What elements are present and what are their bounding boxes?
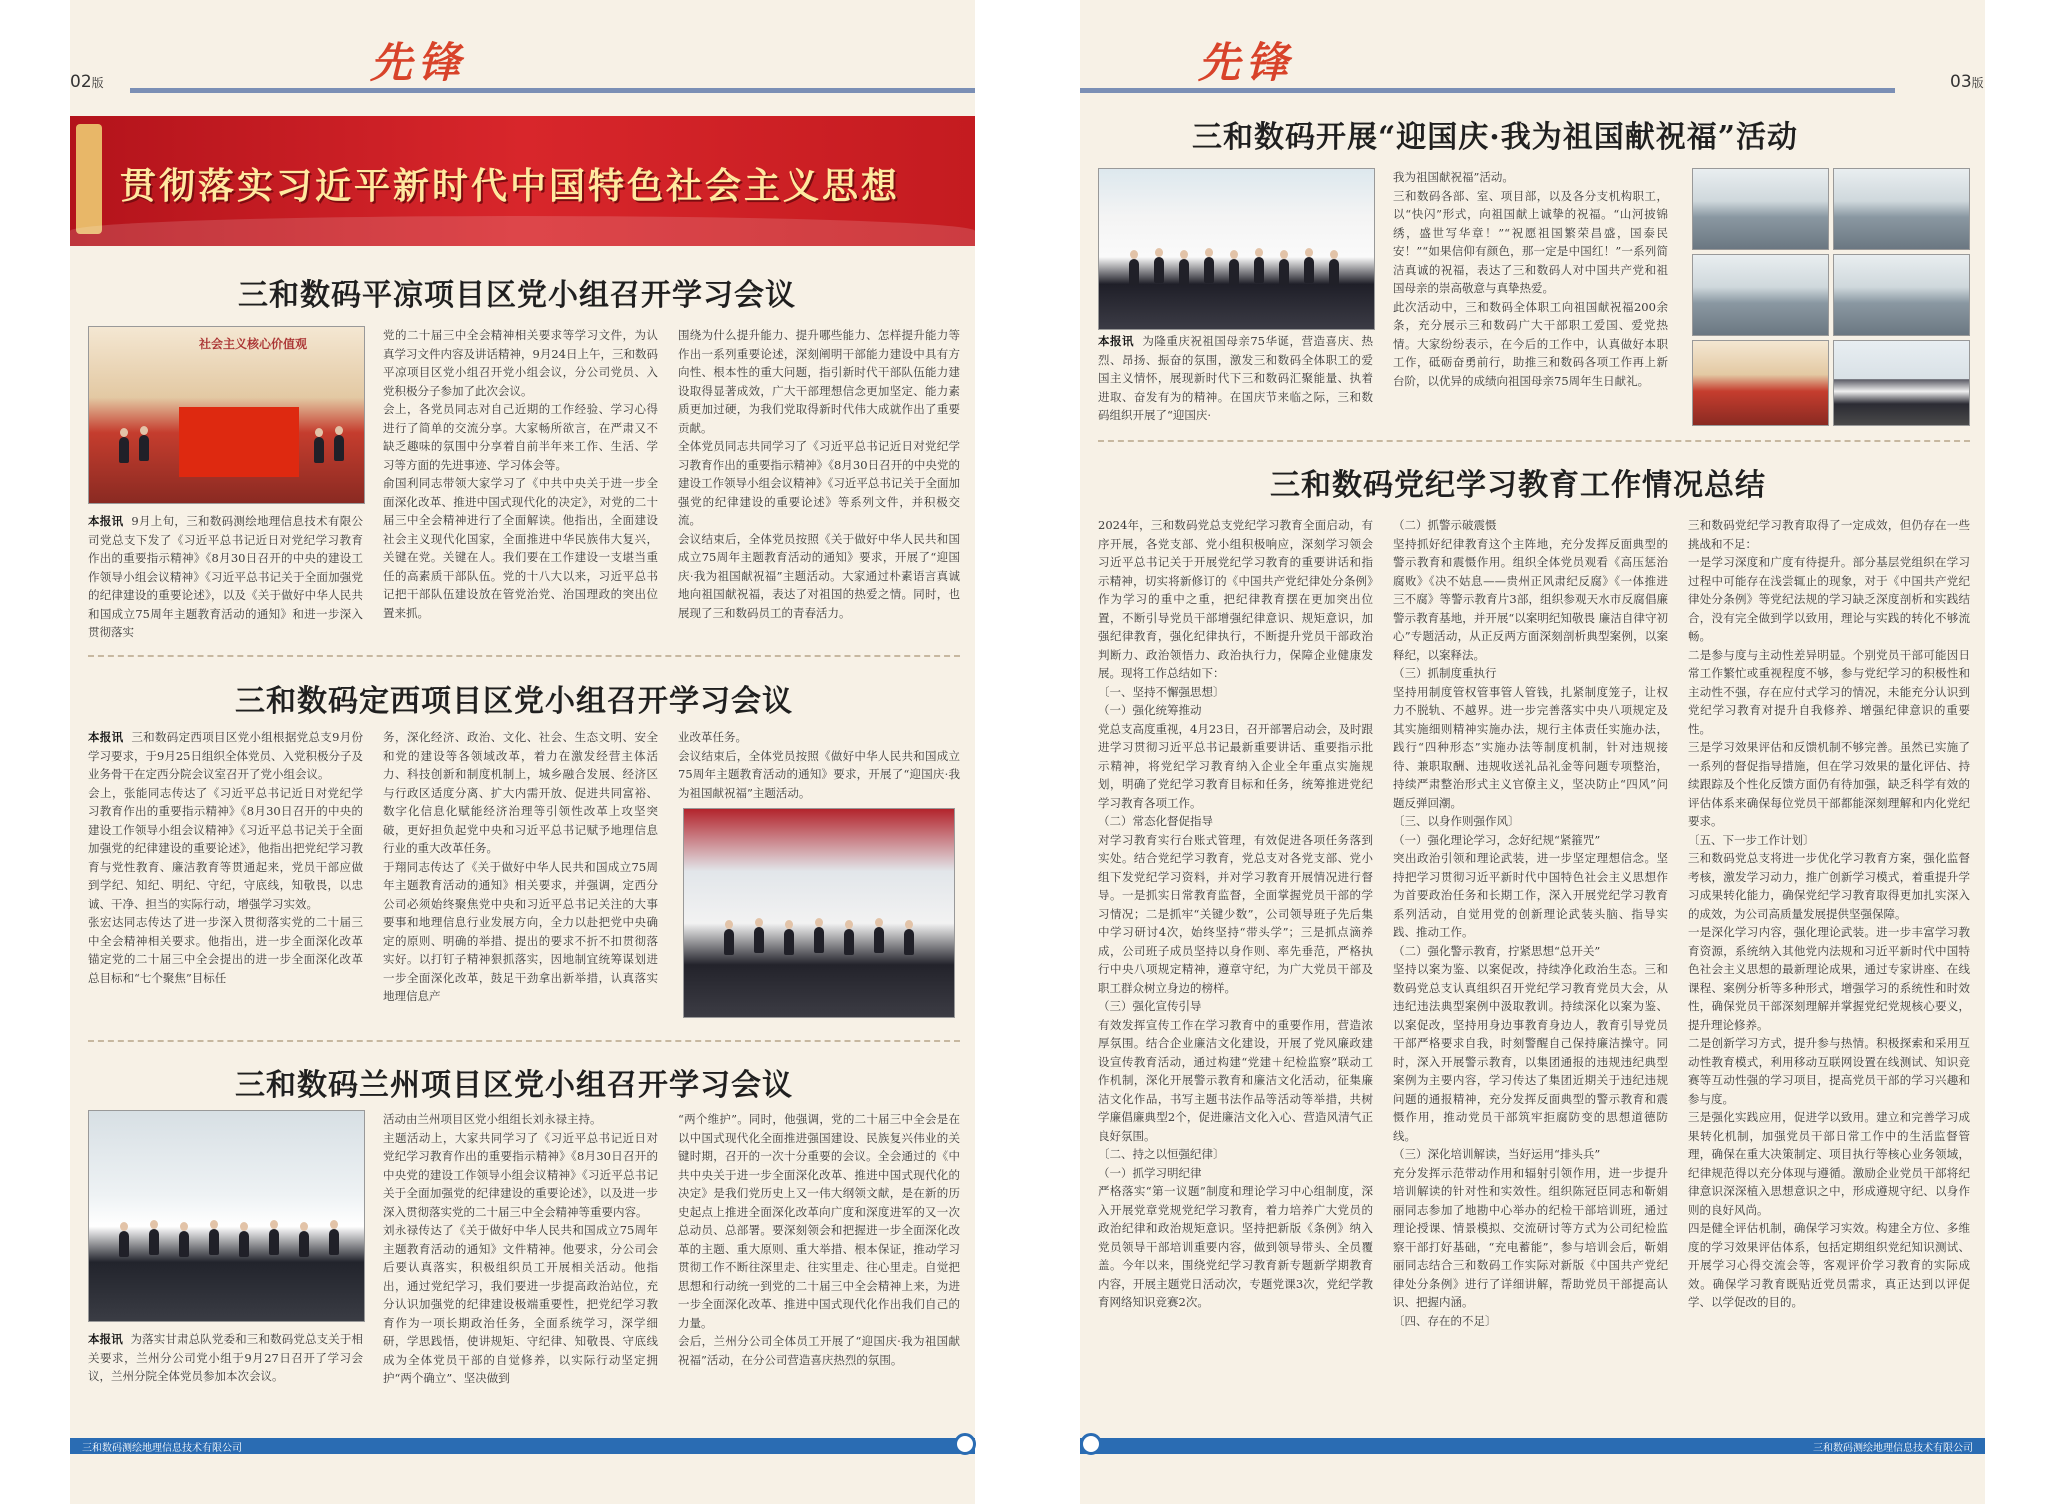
footer-bar-right bbox=[1080, 1438, 1985, 1454]
page-number-right: 03版 bbox=[1950, 72, 1984, 92]
discipline-body-col3: 三和数码党纪学习教育取得了一定成效，但仍存在一些挑战和不足： 一是学习深度和广度有待提升。部分基层党组织在学习过程中可能存在浅尝辄止的现象，对于《中国共产党纪律处分条例》等党纪法规的学习缺乏深度剖析和实践结合，没有完全做到学以致用，理论与实践的转化不够流畅。 二是参与度与主动性差异明显。个别党员干部可能因日常工作繁忙或重视程度不够，参与党纪学习的积极性和主动性不强，存在应付式学习的情况，未能充分认识到党纪学习教育对提升自我修养、增强纪律意识的重要性。 三是学习效果评估和反馈机制不够完善。虽然已实施了一系列的督促指导措施，但在学习效果的量化评估、持续跟踪及个性化反馈方面仍有待加强，缺乏科学有效的评估体系来确保每位党员干部都能深刻理解和内化党纪要求。 〔五、下一步工作计划〕 三和数码党总支将进一步优化学习教育方案，强化监督考核，激发学习动力，推广创新学习模式，着重提升学习成果转化能力，确保党纪学习教育取得更加扎实深入的成效，为公司高质量发展提供坚强保障。 一是深化学习内容，强化理论武装。进一步丰富学习教育资源，系统纳入其他党内法规和习近平新时代中国特色社会主义思想的最新理论成果，通过专家讲座、在线课程、案例分析等多种形式，增强学习的系统性和时效性，确保党员干部深刻理解并掌握党纪党规核心要义，提升理论修养。 二是创新学习方式，提升参与热情。积极探索和采用互动性教育模式，利用移动互联网设置在线测试、知识竞赛等互动性强的学习项目，提高党员干部的学习兴趣和参与度。 三是强化实践应用，促进学以致用。建立和完善学习成果转化机制，加强党员干部日常工作中的生活监督管理，确保在重大决策制定、项目执行等核心业务领域，纪律规范得以充分体现与遵循。激励企业党员干部将纪律意识深深植入思想意识之中，形成遵规守纪、以身作则的良好风尚。 四是健全评估机制，确保学习实效。构建全方位、多维度的学习效果评估体系，包括定期组织党纪知识测试、开展学习心得交流会等，客观评价学习教育的实际成效。确保学习教育既贴近党员需求，真正达到以评促学、以学促改的目的。 bbox=[1688, 518, 1970, 1309]
footer-bar-left bbox=[70, 1438, 975, 1454]
lanzhou-caption: 本报讯 为落实甘肃总队党委和三和数码党总支关于相关要求，兰州分公司党小组于9月27日召开了学习会议，兰州分院全体党员参加本次会议。 bbox=[88, 1332, 363, 1383]
discipline-body-col2: （二）抓警示破震慑 坚持抓好纪律教育这个主阵地，充分发挥反面典型的警示教育和震慑作用。组织全体党员观看《高压惩治腐败》《决不姑息——贵州正风肃纪反腐》《一体推进三不腐》等警示教育片3部，组织参观天水市反腐倡廉警示教育基地，并开展“以案明纪知敬畏 廉洁自律守初心”专题活动，从正反两方面深刻剖析典型案例，以案释纪，以案释法。 （三）抓制度重执行 坚持用制度管权管事管人管钱，扎紧制度笼子，让权力不脱轨、不越界。进一步完善落实中央八项规定及其实施细则精神实施办法，规行主体责任实施办法，践行“四种形态”实施办法等制度机制，针对违规接待、兼职取酬、违规收送礼品礼金等问题专项整治，持续严肃整治形式主义官僚主义，坚决防止“四风”问题反弹回潮。 〔三、以身作则强作风〕 （一）强化理论学习，念好纪规“紧箍咒” 突出政治引领和理论武装，进一步坚定理想信念。坚持把学习贯彻习近平新时代中国特色社会主义思想作为首要政治任务和长期工作，深入开展党纪学习教育系列活动，自觉用党的创新理论武装头脑、指导实践、推动工作。 （二）强化警示教育，拧紧思想“总开关” 坚持以案为鉴、以案促改，持续净化政治生态。三和数码党总支认真组织召开党纪学习教育党员大会，从违纪违法典型案例中汲取教训。持续深化以案为鉴、以案促改，坚持用身边事教育身边人，教育引导党员干部严格要求自我，时刻警醒自己保持廉洁操守。同时，深入开展警示教育，以集团通报的违规违纪典型案例为主要内容，学习传达了集团近期关于违纪违规问题的通报精神，充分发挥反面典型的警示教育和震慑作用，推动党员干部筑牢拒腐防变的思想道德防线。 （三）深化培训解读，当好运用“排头兵” 充分发挥示范带动作用和辐射引领作用，进一步提升培训解读的针对性和实效性。组织陈冠臣同志和靳娟丽同志参加了地勘中心举办的纪检干部培训班，通过理论授课、情景模拟、交流研讨等方式为公司纪检监察干部打好基础，“充电蓄能”，参与培训会后，靳娟丽同志结合三和数码工作实际对新版《中国共产党纪律处分条例》进行了详细讲解，帮助党员干部提高认识、把握内涵。 〔四、存在的不足〕 bbox=[1393, 518, 1668, 1328]
article-dingxi-title: 三和数码定西项目区党小组召开学习会议 bbox=[235, 684, 793, 719]
collage-photo-5 bbox=[1692, 340, 1829, 426]
masthead-rule-right bbox=[1080, 88, 1895, 93]
national-flag-icon bbox=[179, 407, 299, 477]
article-discipline-title: 三和数码党纪学习教育工作情况总结 bbox=[1270, 468, 1766, 503]
footer-circle-icon bbox=[1080, 1433, 1102, 1455]
collage-photo-1 bbox=[1692, 168, 1829, 250]
discipline-body-col1: 2024年，三和数码党总支党纪学习教育全面启动，有序开展，各党支部、党小组积极响应，深刻学习领会习近平总书记关于开展党纪学习教育的重要讲话和指示精神，切实将新修订的《中国共产党纪律处分条例》作为学习的重中之重，把纪律教育摆在更加突出位置，不断引导党员干部增强纪律意识、规矩意识，加强纪律教育，强化纪律执行，不断提升党员干部政治判断力、政治领悟力、政治执行力，保障企业健康发展。现将工作总结如下： 〔一、坚持不懈强思想〕 （一）强化统筹推动 党总支高度重视，4月23日，召开部署启动会，及时跟进学习贯彻习近平总书记最新重要讲话、重要指示批示精神，将党纪学习教育纳入企业全年重点实施规划，明确了党纪学习教育目标和任务，统筹推进党纪学习教育各项工作。 （二）常态化督促指导 对学习教育实行台账式管理，有效促进各项任务落到实处。结合党纪学习教育，党总支对各党支部、党小组下发党纪学习资料，并对学习教育开展情况进行督导。一是抓实日常教育监督，全面掌握党员干部的学习情况；二是抓牢“关键少数”，公司领导班子先后集中学习研讨4次，始终坚持“带头学”；三是抓点滴养成，公司班子成员坚持以身作则、率先垂范，严格执行中央八项规定精神，遵章守纪，为广大党员干部及职工群众树立身边的榜样。 （三）强化宣传引导 有效发挥宣传工作在学习教育中的重要作用，营造浓厚氛围。结合企业廉洁文化建设，开展了党风廉政建设宣传教育活动，通过构建“党建＋纪检监察”联动工作机制，深化开展警示教育和廉洁文化活动，征集廉洁文化作品，书写主题书法作品等活动等举措，共树学廉倡廉典型2个，促进廉洁文化入心、营造风清气正良好氛围。 〔二、持之以恒强纪律〕 （一）抓学习明纪律 严格落实“第一议题”制度和理论学习中心组制度，深入开展党章党规党纪学习教育，着力培养广大党员的政治纪律和政治规矩意识。坚持把新版《条例》纳入党员领导干部培训重要内容，做到领导带头、全员覆盖。今年以来，围绕党纪学习教育新专题新学期教育内容，开展主题党日活动次，专题党课3次，党纪学教育网络知识竞赛2次。 bbox=[1098, 518, 1373, 1309]
article-national-day-title: 三和数码开展“迎国庆·我为祖国献祝福”活动 bbox=[1192, 120, 1798, 155]
theme-banner bbox=[70, 116, 975, 246]
article-lanzhou-title: 三和数码兰州项目区党小组召开学习会议 bbox=[235, 1068, 793, 1103]
right-page bbox=[1080, 0, 1985, 1504]
masthead-rule-left bbox=[130, 88, 975, 93]
banner-title: 贯彻落实习近平新时代中国特色社会主义思想 bbox=[120, 166, 901, 207]
dingxi-body-col1: 本报讯 三和数码定西项目区党小组根据党总支9月份学习要求，于9月25日组织全体党员、入党积极分子及业务骨干在定西分院会议室召开了党小组会议。 会上，张能同志传达了《习近平总书记近日对党纪学习教育作出的重要指示精神》《8月30日召开的中央的建设工作领导小组会议精神》《习近平总书记关于全面加强党的纪律建设的重要论述》，他指出把党纪学习教育与党性教育、廉洁教育等贯通起来，党员干部应做到学纪、知纪、明纪、守纪，守底线，知敬畏，以忠诚、干净、担当的实际行动，增强学习实效。 张宏达同志传达了进一步深入贯彻落实党的二十届三中全会精神相关要求。他指出，进一步全面深化改革锚定党的二十届三中全会提出的进一步全面深化改革总目标和“七个聚焦”目标任 bbox=[88, 730, 363, 985]
dingxi-body-col3: 业改革任务。 会议结束后，全体党员按照《做好中华人民共和国成立75周年主题教育活动的通知》要求，开展了“迎国庆·我为祖国献祝福”主题活动。 bbox=[678, 730, 960, 800]
pingliang-group-photo bbox=[88, 326, 365, 504]
page-number-left: 02版 bbox=[70, 72, 104, 92]
pingliang-caption: 本报讯 9月上旬，三和数码测绘地理信息技术有限公司党总支下发了《习近平总书记近日对党纪学习教育作出的重要指示精神》《8月30日召开的中央的建设工作领导小组会议精神》《习近平总书记关于全面加强党的纪律建设的重要论述》，以及《关于做好中华人民共和国成立75周年主题教育活动的通知》和进一步深入贯彻落实 bbox=[88, 514, 363, 639]
footer-company-right: 三和数码测绘地理信息技术有限公司 bbox=[1813, 1443, 1973, 1454]
lanzhou-group-photo bbox=[88, 1110, 365, 1322]
collage-photo-4 bbox=[1833, 254, 1970, 336]
article-pingliang-title: 三和数码平凉项目区党小组召开学习会议 bbox=[238, 278, 796, 313]
masthead-logo-right: 先锋 bbox=[1198, 38, 1295, 87]
collage-photo-6 bbox=[1833, 340, 1970, 426]
left-page bbox=[70, 0, 975, 1504]
pingliang-body-col3: 围绕为什么提升能力、提升哪些能力、怎样提升能力等作出一系列重要论述，深刻阐明干部能力建设中具有方向性、根本性的重大问题，指引新时代干部队伍能力建设取得显著成效，广大干部理想信念更加坚定、能力素质更加过硬，为我们党取得新时代伟大成就作出了重要贡献。 全体党员同志共同学习了《习近平总书记近日对党纪学习教育作出的重要指示精神》《8月30日召开的中央党的建设工作领导小组会议精神》《习近平总书记关于全面加强党的纪律建设的重要论述》等系列文件，并积极交流。 会议结束后，全体党员按照《关于做好中华人民共和国成立75周年主题教育活动的通知》要求，开展了“迎国庆·我为祖国献祝福”主题活动。大家通过朴素语言真诚地向祖国献祝福，表达了对祖国的热爱之情。同时，也展现了三和数码员工的青春活力。 bbox=[678, 328, 960, 620]
section-divider bbox=[1098, 440, 1970, 442]
masthead-logo-left: 先锋 bbox=[370, 38, 467, 87]
footer-circle-icon bbox=[954, 1433, 976, 1455]
national-day-group-photo bbox=[1098, 168, 1375, 330]
pingliang-body-col2: 党的二十届三中全会精神相关要求等学习文件，为认真学习文件内容及讲话精神，9月24日上午，三和数码平凉项目区党小组召开党小组会议，分公司党员、入党积极分子参加了此次会议。 会上，各党员同志对自己近期的工作经验、学习心得进行了简单的交流分享。大家畅所欲言，在严肃又不缺乏趣味的氛围中分享着自前半年来工作、生活、学习等方面的先进事迹、学习体会等。 俞国利同志带领大家学习了《中共中央关于进一步全面深化改革、推进中国式现代化的决定》，对党的二十届三中全会精神进行了全面解读。他指出，全面建设社会主义现代化国家，全面推进中华民族伟大复兴，关键在党。关键在人。我们要在工作建设一支堪当重任的高素质干部队伍。党的十八大以来，习近平总书记把干部队伍建设放在管党治党、治国理政的突出位置来抓。 bbox=[383, 328, 658, 620]
photo-wall-label: 社会主义核心价值观 bbox=[199, 337, 308, 351]
section-divider bbox=[88, 655, 960, 657]
lanzhou-body-col3: “两个维护”。同时，他强调，党的二十届三中全会是在以中国式现代化全面推进强国建设、民族复兴伟业的关键时期，召开的一次十分重要的会议。全会通过的《中共中央关于进一步全面深化改革、推进中国式现代化的决定》是我们党历史上又一伟大纲领文献，是在新的历史起点上推进全面深化改革向广度和深度进军的又一次总动员、总部署。要深刻领会和把握进一步全面深化改革的主题、重大原则、重大举措、根本保证，推动学习贯彻工作不断往深里走、往实里走、往心里走。自觉把思想和行动统一到党的二十届三中全会精神上来，为进一步全面深化改革、推进中国式现代化作出我们自己的力量。 会后，兰州分公司全体员工开展了“迎国庆·我为祖国献祝福”活动，在分公司营造喜庆热烈的氛围。 bbox=[678, 1112, 960, 1367]
dingxi-group-photo bbox=[683, 808, 955, 1018]
national-day-caption: 本报讯 为隆重庆祝祖国母亲75华诞，营造喜庆、热烈、昂扬、振奋的氛围，激发三和数码全体职工的爱国主义情怀，展现新时代下三和数码汇聚能量、执着进取、奋发有为的精神。在国庆节来临之际，三和数码组织开展了“迎国庆· bbox=[1098, 334, 1373, 422]
dingxi-body-col2: 务，深化经济、政治、文化、社会、生态文明、安全和党的建设等各领域改革，着力在激发经营主体活力、科技创新和制度机制上，城乡融合发展、经济区与行政区适度分离、扩大内需开放、促进共同富裕、数字化信息化赋能经济治理等引领性改革上攻坚突破，更好担负起党中央和习近平总书记赋予地理信息行业的重大改革任务。 于翔同志传达了《关于做好中华人民共和国成立75周年主题教育活动的通知》相关要求，并强调，定西分公司必须始终聚焦党中央和习近平总书记关注的大事要事和地理信息行业发展方向，全力以赴把党中央确定的原则、明确的举措、提出的要求不折不扣贯彻落实好。以打钉子精神狠抓落实，因地制宜统筹谋划进一步全面深化改革，鼓足干劲拿出新举措，认真落实地理信息产 bbox=[383, 730, 658, 1003]
section-divider bbox=[88, 1040, 960, 1042]
huabiao-pillar-icon bbox=[76, 124, 102, 234]
lanzhou-body-col2: 活动由兰州项目区党小组组长刘永禄主持。 主题活动上，大家共同学习了《习近平总书记近日对党纪学习教育作出的重要指示精神》《8月30日召开的中央党的建设工作领导小组会议精神》《习近平总书记关于全面加强党的纪律建设的重要论述》，以及进一步深入贯彻落实党的二十届三中全会精神等重要内容。 刘永禄传达了《关于做好中华人民共和国成立75周年主题教育活动的通知》文件精神。他要求，分公司会后要认真落实，积极组织员工开展相关活动。他指出，通过党纪学习，我们要进一步提高政治站位，充分认识加强党的纪律建设极端重要性，把党纪学习教育作为一项长期政治任务，全面系统学习，深学细研，学思践悟，使讲规矩、守纪律、知敬畏、守底线成为全体党员干部的自觉修养，以实际行动坚定拥护“两个确立”、坚决做到 bbox=[383, 1112, 658, 1385]
footer-company-left: 三和数码测绘地理信息技术有限公司 bbox=[82, 1443, 242, 1454]
collage-photo-3 bbox=[1692, 254, 1829, 336]
collage-photo-2 bbox=[1833, 168, 1970, 250]
national-day-body-col2: 我为祖国献祝福”活动。 三和数码各部、室、项目部，以及各分支机构职工，以“快闪”形式，向祖国献上诚挚的祝福。“山河披锦绣，盛世写华章！”“祝愿祖国繁荣昌盛，国泰民安！”“如果信仰有颜色，那一定是中国红！”一系列简洁真诚的祝福，表达了三和数码人对中国共产党和祖国母亲的崇高敬意与真挚热爱。 此次活动中，三和数码全体职工向祖国献祝福200余条，充分展示三和数码广大干部职工爱国、爱党热情。大家纷纷表示，在今后的工作中，认真做好本职工作，砥砺奋勇前行，助推三和数码各项工作再上新台阶，以优异的成绩向祖国母亲75周年生日献礼。 bbox=[1393, 170, 1668, 388]
banner-wave bbox=[70, 216, 975, 246]
